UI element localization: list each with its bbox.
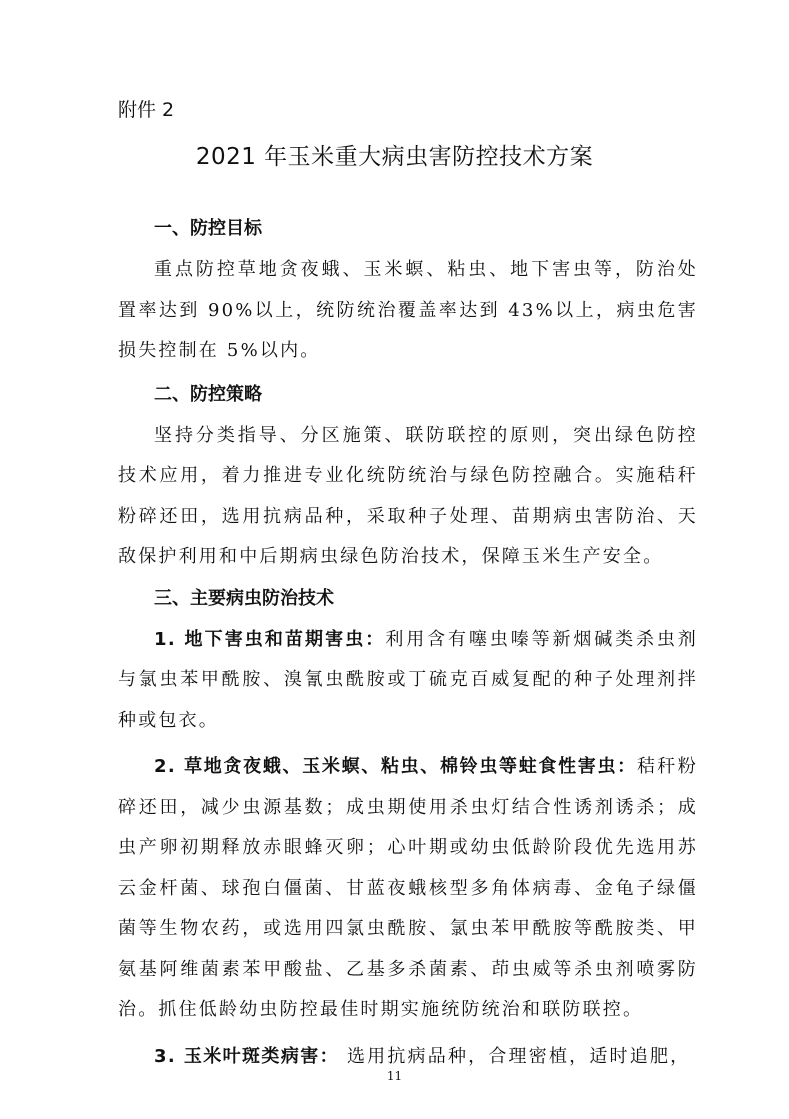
page-number: 11 — [386, 1069, 403, 1083]
document-title: 2021 年玉米重大病虫害防控技术方案 — [195, 144, 594, 170]
technique-item-3-text: 选用抗病品种，合理密植，适时追肥， — [339, 1045, 691, 1067]
technique-item-1-text: 利用含有噻虫嗪等新烟碱类杀虫剂与氯虫苯甲酰胺、溴氰虫酰胺或丁硫克百威复配的种子处理剂拌种或包衣。 — [118, 628, 699, 731]
section-heading-goals: 一、防控目标 — [154, 218, 262, 239]
technique-item-3-lead: 3. 玉米叶斑类病害： — [154, 1045, 340, 1067]
section-heading-techniques: 三、主要病虫防治技术 — [154, 587, 334, 609]
technique-item-2 — [118, 747, 698, 1031]
section-heading-strategy: 二、防控策略 — [154, 383, 262, 405]
attachment-label: 附件 2 — [118, 99, 175, 121]
technique-item-2-text: 秸秆粉碎还田，减少虫源基数；成虫期使用杀虫灯结合性诱剂诱杀；成虫产卵初期释放赤眼蜂灭卵；心叶期或幼虫低龄阶段优先选用苏云金杆菌、球孢白僵菌、甘蓝夜蛾核型多角体病毒、金龟子绿僵菌等生物农药，或选用四氯虫酰胺、氯虫苯甲酰胺等酰胺类、甲氨基阿维菌素苯甲酸盐、乙基多杀菌素、茚虫威等杀虫剂喷雾防治。抓住低龄幼虫防控最佳时期实施统防统治和联防联控。 — [118, 756, 698, 1020]
document-body — [118, 208, 698, 1077]
technique-item-1-lead: 1. 地下害虫和苗期害虫： — [154, 628, 386, 650]
technique-item-1 — [118, 620, 698, 742]
section-text-strategy: 坚持分类指导、分区施策、联防联控的原则，突出绿色防控技术应用，着力推进专业化统防统治与绿色防控融合。实施秸秆粉碎还田，选用抗病品种，采取种子处理、苗期病虫害防治、天敌保护利用和中后期病虫绿色防治技术，保障玉米生产安全。 — [118, 424, 698, 567]
section-text-goals: 重点防控草地贪夜蛾、玉米螟、粘虫、地下害虫等，防治处置率达到 90%以上，统防统治覆盖率达到 43%以上，病虫危害损失控制在 5%以内。 — [118, 259, 698, 361]
technique-item-2-lead: 2. 草地贪夜蛾、玉米螟、粘虫、棉铃虫等蛀食性害虫： — [154, 756, 637, 777]
